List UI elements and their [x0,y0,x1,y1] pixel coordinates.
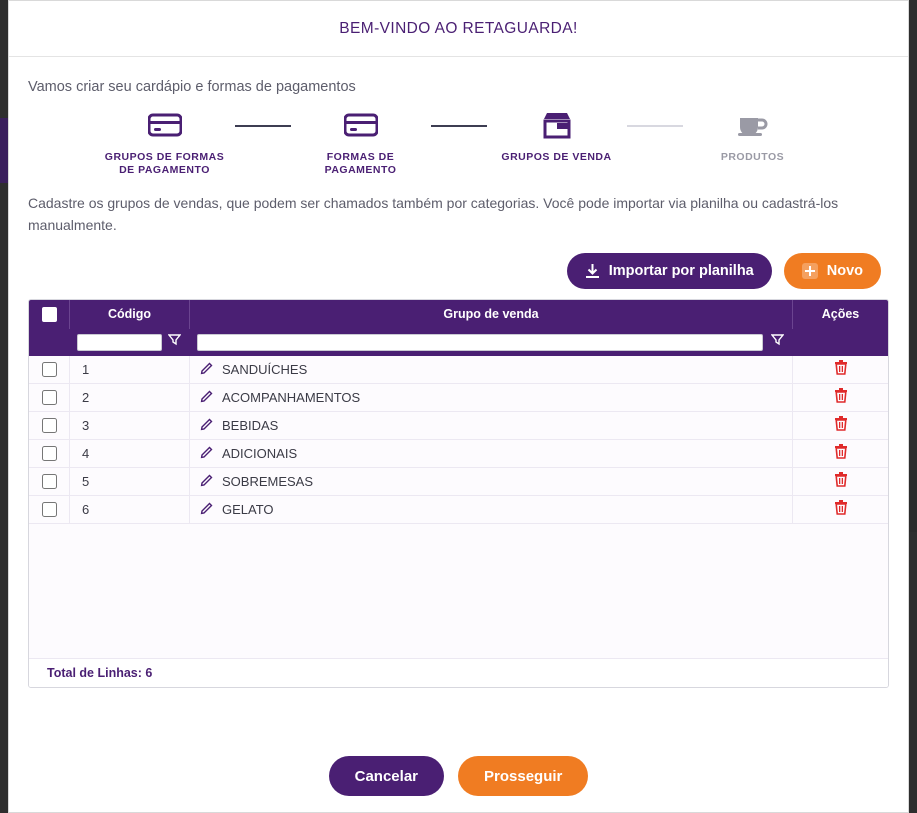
row-select-cell [29,496,69,523]
row-actions [792,384,888,411]
table-header-row [29,300,888,329]
modal-body [9,57,908,740]
row-actions [792,356,888,383]
row-grupo-label: SANDUÍCHES [222,361,308,377]
row-actions [792,496,888,523]
modal-header [9,1,908,57]
row-actions [792,412,888,439]
table-row[interactable] [29,440,888,468]
step-produtos[interactable] [683,109,823,164]
table-toolbar [26,253,881,289]
new-button[interactable] [784,253,881,289]
edit-pencil-icon[interactable] [200,361,214,378]
row-checkbox[interactable] [42,502,57,517]
filter-funnel-icon[interactable] [168,333,181,351]
row-grupo-de-venda [189,384,792,411]
download-icon [585,263,600,279]
card-icon [148,109,182,141]
step-label: GRUPOS DE VENDA [501,151,612,163]
row-codigo: 5 [69,468,189,495]
row-checkbox[interactable] [42,418,57,433]
row-select-cell [29,412,69,439]
row-codigo: 6 [69,496,189,523]
import-spreadsheet-label: Importar por planilha [608,262,754,279]
stepper-connector-3 [627,125,683,127]
cancel-button[interactable]: Cancelar [329,756,444,796]
table-footer-total: Total de Linhas: 6 [29,659,888,687]
row-select-cell [29,440,69,467]
table-body [29,356,888,524]
row-codigo: 3 [69,412,189,439]
new-button-label: Novo [826,262,863,279]
filter-codigo-cell [69,329,189,356]
step-label: FORMAS DE PAGAMENTO [324,151,397,177]
store-icon [542,109,572,141]
row-grupo-label: GELATO [222,501,274,517]
row-checkbox[interactable] [42,362,57,377]
edit-pencil-icon[interactable] [200,389,214,406]
import-spreadsheet-button[interactable] [567,253,772,289]
modal-subtitle: Vamos criar seu cardápio e formas de pagamentos [28,79,356,95]
cup-icon [737,109,769,141]
table-row[interactable] [29,384,888,412]
row-codigo: 1 [69,356,189,383]
step-label: PRODUTOS [720,151,785,163]
edit-pencil-icon[interactable] [200,417,214,434]
section-description: Cadastre os grupos de vendas, que podem ser chamados também por categorias. Você pode importar via planilha ou cadastrá-los manualmente. [28,195,839,233]
row-codigo: 2 [69,384,189,411]
row-select-cell [29,468,69,495]
stepper-connector-2 [431,125,487,127]
delete-icon[interactable] [833,359,849,379]
sales-groups-table [28,299,889,688]
table-filter-row [29,329,888,356]
step-grupos-de-venda[interactable] [487,109,627,164]
edit-pencil-icon[interactable] [200,445,214,462]
row-select-cell [29,356,69,383]
column-header-grupo-de-venda[interactable]: Grupo de venda [189,300,792,329]
column-header-codigo[interactable]: Código [69,300,189,329]
edit-pencil-icon[interactable] [200,473,214,490]
table-row[interactable] [29,496,888,524]
row-grupo-de-venda [189,440,792,467]
select-all-cell [29,300,69,329]
row-select-cell [29,384,69,411]
row-grupo-label: ACOMPANHAMENTOS [222,389,361,405]
row-actions [792,468,888,495]
row-grupo-de-venda [189,356,792,383]
row-grupo-de-venda [189,412,792,439]
column-header-acoes: Ações [792,300,888,329]
filter-grupo-cell [189,329,792,356]
delete-icon[interactable] [833,443,849,463]
edit-pencil-icon[interactable] [200,501,214,518]
filter-funnel-icon[interactable] [771,333,784,351]
row-grupo-de-venda [189,496,792,523]
step-formas-de-pagamento[interactable] [291,109,431,177]
proceed-button[interactable]: Prosseguir [458,756,588,796]
row-grupo-label: BEBIDAS [222,417,279,433]
table-empty-space [29,524,888,659]
row-grupo-label: SOBREMESAS [222,473,314,489]
welcome-modal [8,0,909,813]
delete-icon[interactable] [833,387,849,407]
step-grupos-de-formas-de-pagamento[interactable] [95,109,235,177]
row-checkbox[interactable] [42,446,57,461]
table-row[interactable] [29,356,888,384]
table-row[interactable] [29,468,888,496]
background-right-strip [909,0,917,813]
stepper-connector-1 [235,125,291,127]
step-label: GRUPOS DE FORMAS DE PAGAMENTO [104,151,225,177]
select-all-checkbox[interactable] [42,307,57,322]
row-grupo-label: ADICIONAIS [222,445,298,461]
row-checkbox[interactable] [42,474,57,489]
filter-check-cell [29,329,69,356]
modal-footer [9,740,908,812]
row-grupo-de-venda [189,468,792,495]
filter-codigo-input[interactable] [77,334,162,351]
delete-icon[interactable] [833,415,849,435]
row-actions [792,440,888,467]
row-codigo: 4 [69,440,189,467]
filter-acoes-cell [792,329,888,356]
delete-icon[interactable] [833,499,849,519]
delete-icon[interactable] [833,471,849,491]
stepper [26,109,891,177]
row-checkbox[interactable] [42,390,57,405]
table-row[interactable] [29,412,888,440]
filter-grupo-input[interactable] [197,334,763,351]
plus-icon [802,263,818,279]
card-icon [344,109,378,141]
page-title: BEM-VINDO AO RETAGUARDA! [339,19,578,37]
